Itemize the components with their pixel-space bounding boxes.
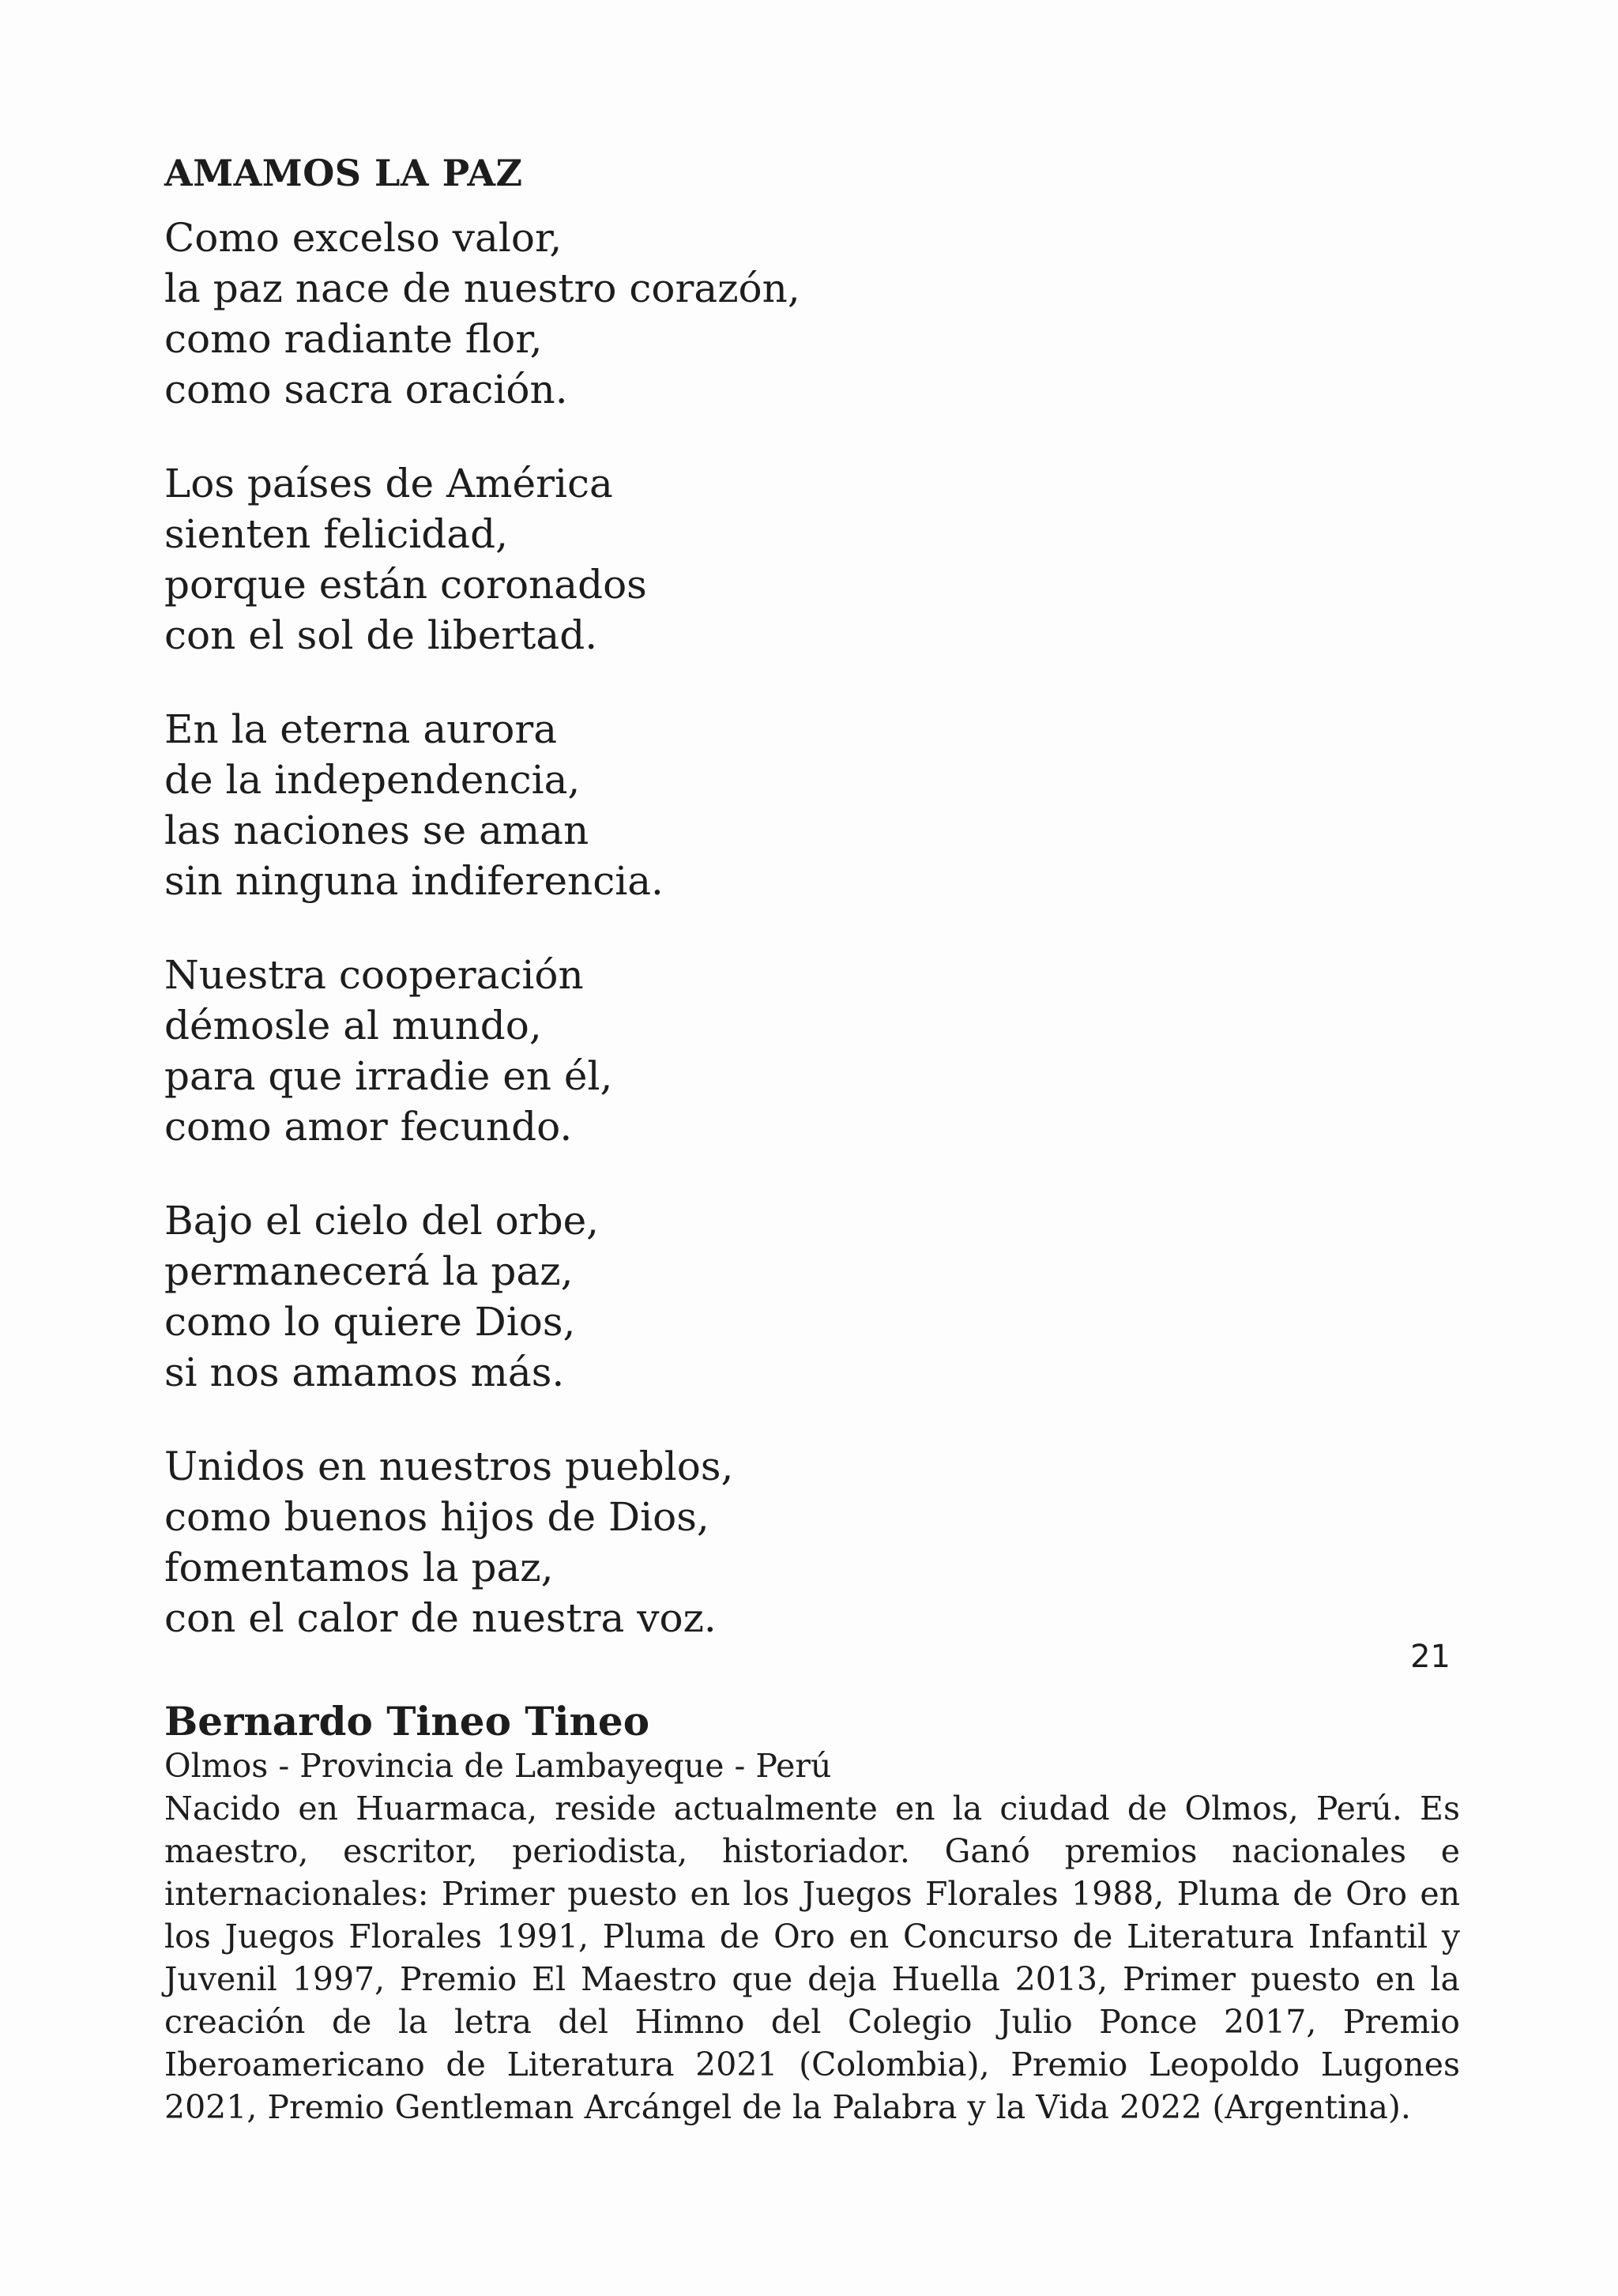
- stanza-5: [164, 1195, 1460, 1398]
- stanza-4: [164, 950, 1460, 1152]
- verse: sienten felicidad,: [164, 511, 509, 558]
- stanza-2: [164, 458, 1460, 661]
- verse: démosle al mundo,: [164, 1003, 542, 1049]
- stanza-1: [164, 213, 1460, 415]
- verse: como amor fecundo.: [164, 1104, 573, 1150]
- verse: porque están coronados: [164, 562, 647, 608]
- author-name: Bernardo Tineo Tineo: [164, 1698, 650, 1745]
- verse: con el sol de libertad.: [164, 612, 598, 659]
- stanza-6: [164, 1441, 1460, 1643]
- author-bio: Nacido en Huarmaca, reside actualmente en la ciudad de Olmos, Perú. Es maestro, escritor, periodista, historiador. Ganó premios nacionales e internacionales: Primer puesto en los Juegos Florales 1988, Pluma de Oro en los Juegos Florales 1991, Pluma de Oro en Concurso de Literatura Infantil y Juvenil 1997, Premio El Maestro que deja Huella 2013, Primer puesto en la creación de la letra del Himno del Colegio Julio Ponce 2017, Premio Iberoamericano de Literatura 2021 (Colombia), Premio Leopoldo Lugones 2021, Premio Gentleman Arcángel de la Palabra y la Vida 2022 (Argentina).: [164, 1789, 1460, 2126]
- verse: como lo quiere Dios,: [164, 1299, 576, 1346]
- verse: Unidos en nuestros pueblos,: [164, 1443, 734, 1490]
- verse: las naciones se aman: [164, 807, 589, 854]
- verse: la paz nace de nuestro corazón,: [164, 265, 800, 312]
- verse: Los países de América: [164, 461, 613, 507]
- verse: con el calor de nuestra voz.: [164, 1595, 717, 1642]
- verse: de la independencia,: [164, 757, 581, 804]
- poem-title: AMAMOS LA PAZ: [164, 152, 523, 194]
- verse: sin ninguna indiferencia.: [164, 858, 664, 905]
- verse: como sacra oración.: [164, 367, 568, 413]
- verse: En la eterna aurora: [164, 706, 558, 753]
- verse: para que irradie en él,: [164, 1053, 613, 1100]
- verse: si nos amamos más.: [164, 1349, 565, 1396]
- author-location: Olmos - Provincia de Lambayeque - Perú: [164, 1746, 832, 1785]
- verse: como buenos hijos de Dios,: [164, 1494, 709, 1541]
- verse: Como excelso valor,: [164, 215, 563, 262]
- verse: fomentamos la paz,: [164, 1545, 554, 1591]
- verse: permanecerá la paz,: [164, 1248, 574, 1295]
- verse: Nuestra cooperación: [164, 952, 584, 999]
- page-number: 21: [1410, 1639, 1451, 1675]
- stanza-3: [164, 704, 1460, 906]
- verse: como radiante flor,: [164, 316, 543, 363]
- verse: Bajo el cielo del orbe,: [164, 1198, 600, 1244]
- page-content: [164, 152, 1460, 2129]
